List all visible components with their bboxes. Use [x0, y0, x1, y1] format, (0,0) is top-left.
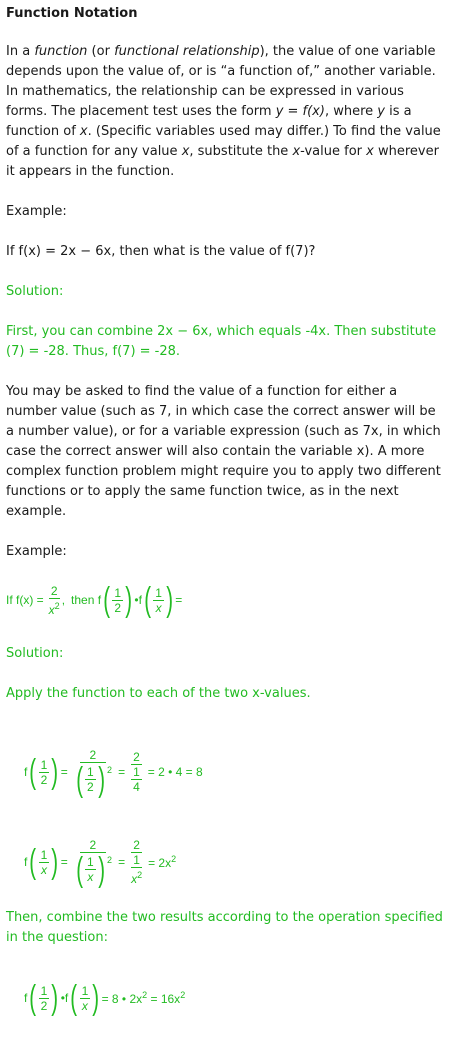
intro-text: (or [87, 44, 115, 59]
intro-text: wherever it appears in the function. [6, 144, 439, 179]
final-b-num: 1 [81, 983, 89, 998]
eq2-den-den: x [87, 870, 94, 884]
intro-text: is a function of [6, 104, 412, 139]
middle-paragraph: You may be asked to find the value of a function for either a number value (such as 7, in which case the correct answer will be a number value), or for a variable expression (such as 7x, in which case the correct answer will also contain the variable x). A more complex function problem might require you to apply two different functions or to apply the same function twice, as in the next example. [6, 384, 441, 519]
eq1-den-num: 1 [87, 765, 94, 779]
final-a-num: 1 [40, 983, 48, 998]
final-a-den: 2 [40, 998, 48, 1013]
q-arg1-num: 1 [114, 585, 122, 600]
intro-var-x: x [79, 124, 88, 139]
eq1-num2: 2 [133, 750, 140, 764]
final-arg-1: ( $\frac{1}{2}$ ) [29, 979, 59, 1017]
final-b-den: x [81, 998, 88, 1013]
q-dot: •f [134, 593, 142, 607]
intro-term-function: function [34, 44, 88, 59]
q-comma: , [61, 593, 66, 607]
example1-solution-text: First, you can combine 2x − 6x, which equals -4x. Then substitute (7) = -28. Thus, f(7) = -28. [6, 324, 437, 359]
eq1-equals: = [60, 765, 68, 779]
example2-question [6, 580, 182, 620]
intro-term-y-fx: y = f(x) [275, 104, 325, 119]
q-fraction [47, 584, 62, 617]
eq2-num: 2 [80, 838, 107, 853]
eq1-arg: ( $\frac{1}{2}$ ) [29, 753, 59, 791]
final-result: = 8 • 2x [101, 992, 143, 1006]
eq2-result-exp: 2 [171, 854, 177, 864]
example2-label: Example: [6, 544, 67, 559]
q-arg2-den: x [155, 600, 162, 615]
equation-1 [24, 734, 203, 810]
example2-solution-label: Solution: [6, 646, 64, 661]
example1-label: Example: [6, 204, 67, 219]
eq1-den-exp: 2 [107, 764, 113, 775]
intro-text: In a [6, 44, 35, 59]
q-frac-num: 2 [50, 583, 58, 598]
intro-var-y: y [377, 104, 385, 119]
eq2-f: f [24, 855, 28, 869]
eq1-arg-den: 2 [40, 772, 48, 787]
eq2-den2: 1 [133, 853, 140, 867]
equation-2 [24, 824, 176, 900]
final-dot: •f [60, 991, 69, 1005]
final-result-2: = 16x [147, 992, 181, 1006]
eq2-den-exp: 2 [107, 854, 113, 865]
intro-text: , substitute the [189, 144, 293, 159]
eq1-equals-2: = [118, 765, 126, 779]
q-frac-den-exp: 2 [54, 600, 60, 611]
eq1-arg-num: 1 [40, 757, 48, 772]
eq2-den2b: x [131, 872, 138, 886]
q-paren-2: ( $\frac{1}{x}$ ) [144, 581, 174, 619]
example2-combine-text: Then, combine the two results according to the operation specified in the question: [6, 910, 443, 945]
intro-var-x: x [366, 144, 374, 159]
eq2-frac-2 [129, 838, 144, 886]
q-prefix: If f(x) = [6, 593, 44, 607]
q-frac-den: x [48, 602, 55, 617]
q-equals: = [175, 593, 183, 607]
eq1-frac-2 [129, 750, 144, 794]
intro-term-relationship: functional relationship [114, 44, 260, 59]
eq1-den2b: 4 [133, 780, 140, 794]
eq1-den-den: 2 [87, 780, 94, 794]
eq2-arg: ( $\frac{1}{x}$ ) [29, 843, 59, 881]
q-then: then f [71, 593, 102, 607]
q-arg1-den: 2 [114, 600, 122, 615]
eq2-arg-den: x [41, 862, 48, 877]
final-arg-2: ( $\frac{1}{x}$ ) [70, 979, 100, 1017]
example1-solution-label: Solution: [6, 284, 64, 299]
eq2-equals: = [60, 855, 68, 869]
intro-text: , where [324, 104, 378, 119]
eq2-equals-2: = [118, 855, 126, 869]
eq1-frac: 2 ( $\frac{1}{2}$ ) $^2$ [75, 747, 113, 799]
q-paren-1: ( $\frac{1}{2}$ ) [103, 581, 133, 619]
eq1-result: = 2 • 4 = 8 [147, 765, 203, 779]
q-arg2-num: 1 [155, 585, 162, 600]
example1-question: If f(x) = 2x − 6x, then what is the value of f(7)? [6, 244, 316, 259]
page-title: Function Notation [6, 6, 138, 21]
eq1-f: f [24, 765, 28, 779]
eq2-num2: 2 [133, 838, 140, 852]
intro-text: . (Specific variables used may differ.) To find the value of a function for any value [6, 124, 441, 159]
final-result-2-exp: 2 [180, 990, 186, 1000]
final-result-exp: 2 [142, 990, 148, 1000]
eq1-num: 2 [80, 748, 107, 763]
eq2-frac: 2 ( $\frac{1}{x}$ ) $^2$ [75, 837, 113, 889]
example2-apply-text: Apply the function to each of the two x-values. [6, 686, 311, 701]
final-equation [24, 976, 185, 1020]
eq1-den2: 1 [133, 765, 140, 779]
final-f1: f [24, 991, 28, 1005]
eq2-result: = 2x [148, 856, 172, 870]
intro-var-x: x [292, 144, 301, 159]
intro-var-x: x [181, 144, 190, 159]
eq2-arg-num: 1 [40, 847, 48, 862]
intro-text: ), the value of one variable depends upon the value of, or is “a function of,” another variable. In mathematics, the relationship can be expressed in various forms. The placement test uses the form [6, 44, 436, 119]
eq2-den-num: 1 [87, 855, 94, 869]
intro-paragraph [6, 42, 446, 182]
intro-text: -value for [300, 144, 367, 159]
page [6, 6, 446, 1017]
eq2-den2b-exp: 2 [137, 870, 143, 880]
